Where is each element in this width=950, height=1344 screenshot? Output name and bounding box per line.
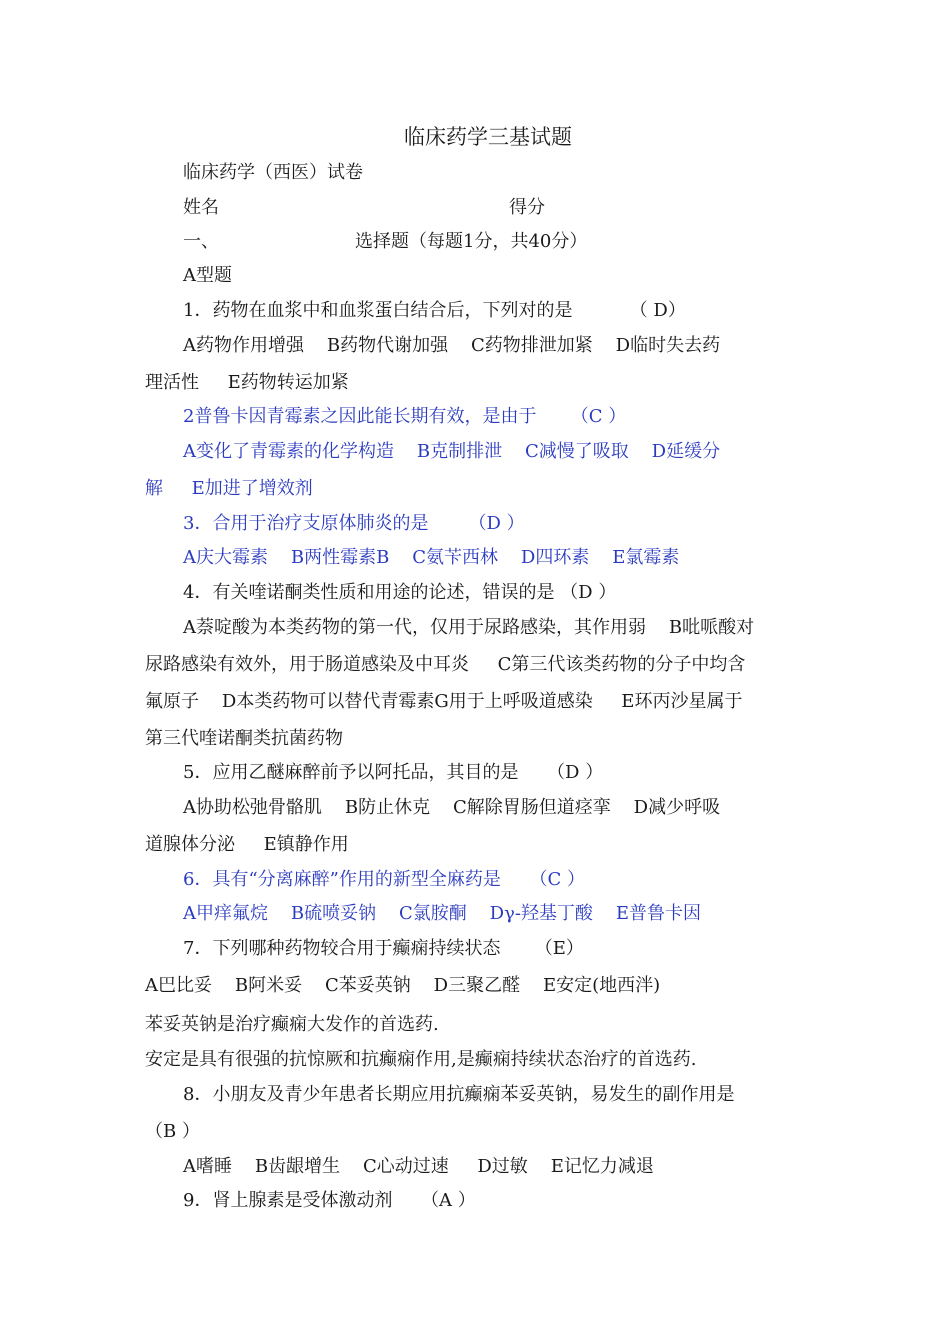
section-number: 一、 (183, 231, 219, 252)
document-title: 临床药学三基试题 (404, 125, 572, 149)
name-label: 姓名 (183, 197, 219, 218)
question-8: 8．小朋友及青少年患者长期应用抗癫痫苯妥英钠，易发生的副作用是 (183, 1084, 735, 1105)
question-5-options-cont: 道腺体分泌 E镇静作用 (145, 834, 349, 855)
question-5-options: A协助松弛骨骼肌 B防止休克 C解除胃肠但道痉挛 D减少呼吸 (183, 797, 721, 818)
question-4-options: A萘啶酸为本类药物的第一代，仅用于尿路感染，其作用弱 B吡哌酸对 (183, 617, 755, 638)
question-3-options: A庆大霉素 B两性霉素B C氨苄西林 D四环素 E氯霉素 (183, 547, 680, 568)
question-7-options: A巴比妥 B阿米妥 C苯妥英钠 D三聚乙醛 E安定(地西泮) (145, 975, 661, 996)
section-heading: 选择题（每题1分，共40分） (355, 231, 588, 252)
question-4-options-cont-1: 尿路感染有效外，用于肠道感染及中耳炎 C第三代该类药物的分子中均含 (145, 654, 746, 675)
question-8-answer: （B ） (145, 1121, 200, 1142)
question-2-options-cont: 解 E加进了增效剂 (145, 478, 313, 499)
question-6-options: A甲痒氟烷 B硫喷妥钠 C氯胺酮 Dγ-羟基丁酸 E普鲁卡因 (183, 903, 701, 924)
question-4-options-cont-3: 第三代喹诺酮类抗菌药物 (145, 728, 343, 749)
question-8-options: A嗜睡 B齿龈增生 C心动过速 D过敏 E记忆力减退 (183, 1156, 654, 1177)
question-1-options-cont: 理活性 E药物转运加紧 (145, 372, 349, 393)
question-5: 5．应用乙醚麻醉前予以阿托品，其目的是 （D ） (183, 762, 604, 783)
question-2: 2普鲁卡因青霉素之因此能长期有效，是由于 （C ） (183, 406, 627, 427)
question-7: 7．下列哪种药物较合用于癫痫持续状态 （E） (183, 938, 584, 959)
question-type: A型题 (183, 265, 232, 286)
question-6: 6．具有“分离麻醉”作用的新型全麻药是 （C ） (183, 869, 585, 890)
exam-subtitle: 临床药学（西医）试卷 (183, 162, 363, 183)
question-7-note-1: 苯妥英钠是治疗癫痫大发作的首选药. (145, 1014, 439, 1035)
question-4: 4．有关喹诺酮类性质和用途的论述，错误的是 （D ） (183, 582, 617, 603)
question-7-note-2: 安定是具有很强的抗惊厥和抗癫痫作用,是癫痫持续状态治疗的首选药. (145, 1049, 697, 1070)
question-2-options: A变化了青霉素的化学构造 B克制排泄 C减慢了吸取 D延缓分 (183, 441, 721, 462)
question-4-options-cont-2: 氟原子 D本类药物可以替代青霉素G用于上呼吸道感染 E环丙沙星属于 (145, 691, 743, 712)
question-1: 1．药物在血浆中和血浆蛋白结合后，下列对的是 （ D） (183, 300, 686, 321)
score-label: 得分 (509, 197, 545, 218)
question-3: 3．合用于治疗支原体肺炎的是 （D ） (183, 513, 525, 534)
question-1-options: A药物作用增强 B药物代谢加强 C药物排泄加紧 D临时失去药 (183, 335, 721, 356)
question-9: 9．肾上腺素是受体激动剂 （A ） (183, 1190, 476, 1211)
